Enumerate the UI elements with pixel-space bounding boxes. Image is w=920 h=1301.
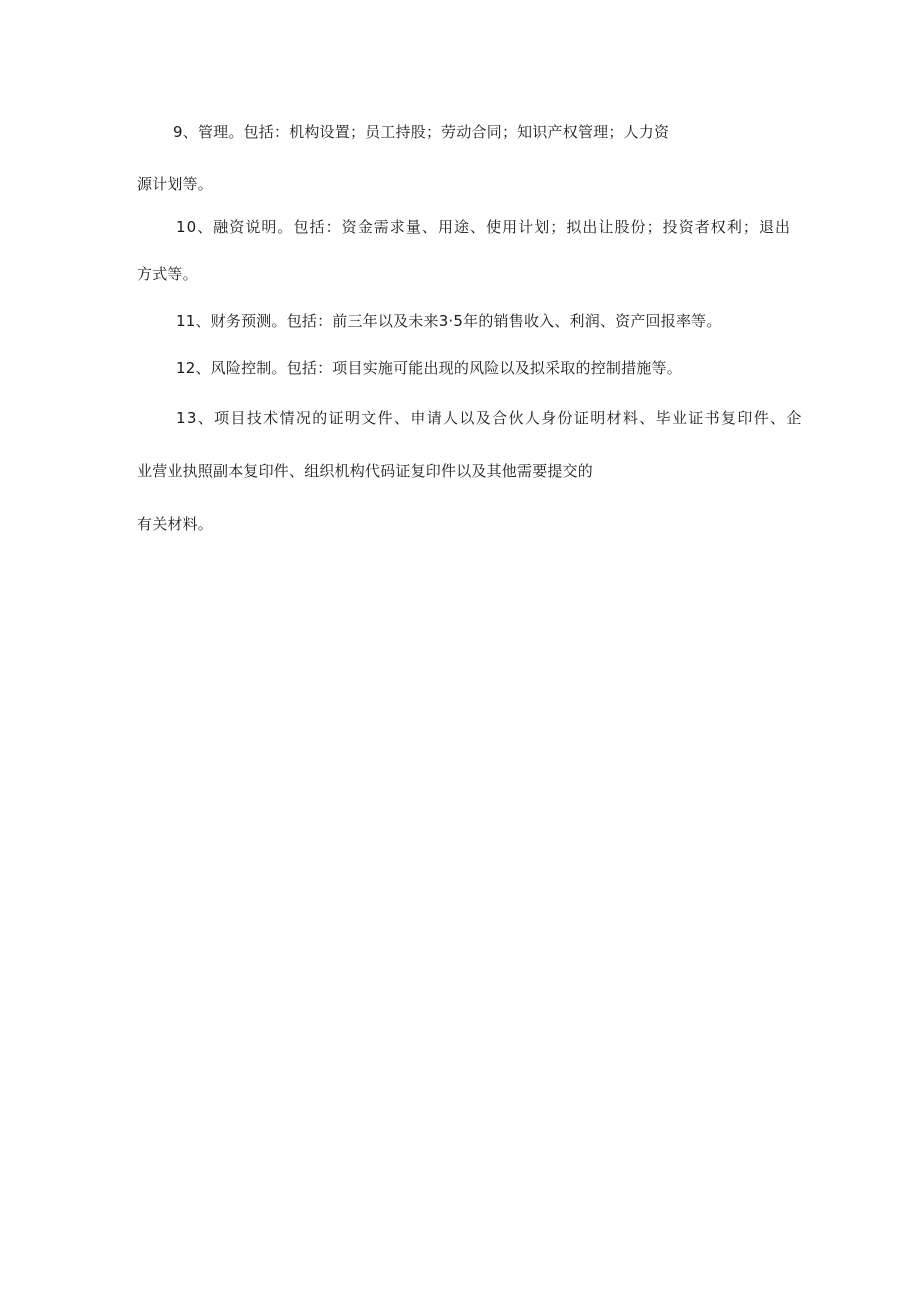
item-10-line-2: 方式等。 bbox=[137, 265, 198, 283]
item-9-line-2: 源计划等。 bbox=[137, 175, 214, 193]
item-13-line-2: 业营业执照副本复印件、组织机构代码证复印件以及其他需要提交的 bbox=[137, 462, 594, 480]
item-9-line-1: 9、管理。包括：机构设置；员工持股；劳动合同；知识产权管理；人力资 bbox=[173, 123, 670, 141]
item-13-line-3: 有关材料。 bbox=[137, 515, 214, 533]
item-12-line-1: 12、风险控制。包括：项目实施可能出现的风险以及拟采取的控制措施等。 bbox=[176, 359, 682, 377]
item-10-line-1: 10、融资说明。包括：资金需求量、用途、使用计划；拟出让股份；投资者权利；退出 bbox=[176, 218, 792, 236]
item-11-line-1: 11、财务预测。包括：前三年以及未来3·5年的销售收入、利润、资产回报率等。 bbox=[176, 312, 722, 330]
item-13-line-1: 13、项目技术情况的证明文件、申请人以及合伙人身份证明材料、毕业证书复印件、企 bbox=[176, 409, 803, 427]
